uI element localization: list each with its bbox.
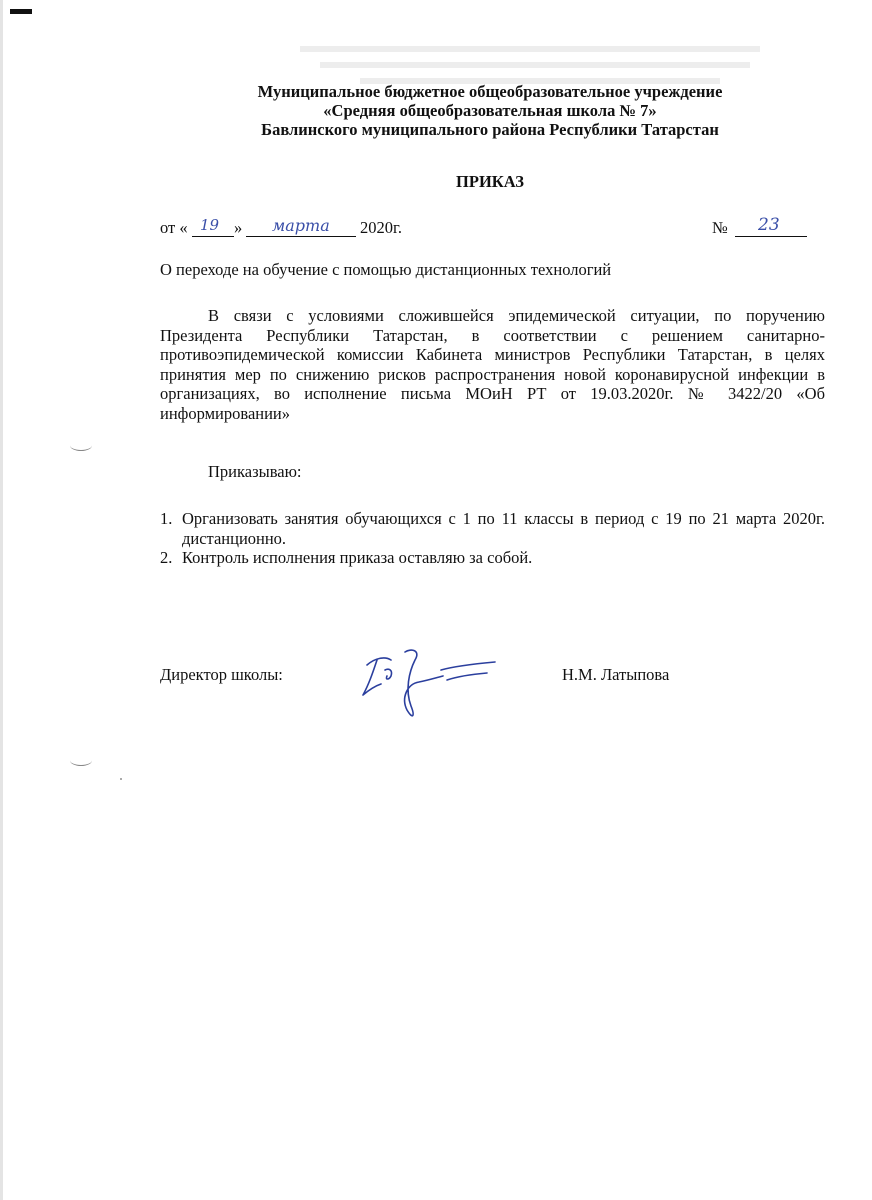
- number-label: №: [712, 218, 728, 237]
- handwritten-signature: [355, 640, 505, 725]
- order-keyword: Приказываю:: [208, 462, 302, 481]
- date-prefix: от «: [160, 218, 188, 237]
- organization-header: [150, 82, 830, 139]
- scan-speck: [120, 778, 122, 780]
- date-year: 2020г.: [360, 218, 403, 237]
- header-line-3: Бавлинского муниципального района Республики Татарстан: [261, 120, 719, 139]
- document-title: ПРИКАЗ: [456, 172, 524, 191]
- subject-line: О переходе на обучение с помощью дистанционных технологий: [160, 260, 612, 279]
- director-name: Н.М. Латыпова: [562, 665, 670, 684]
- date-day: 19: [200, 216, 220, 234]
- order-item: [160, 548, 825, 568]
- date-separator: »: [234, 218, 243, 237]
- scan-edge: [0, 0, 3, 1200]
- director-label: Директор школы:: [160, 665, 283, 684]
- preamble-paragraph: В связи с условиями сложившейся эпидемической ситуации, по поручению Президента Республики Татарстан, в соответствии с решением санитарно-противоэпидемической комиссии Кабинета министров Республики Татарстан, в целях принятия мер по снижению рисков распространения новой коронавирусной инфекции в организациях, во исполнение письма МОиН РТ от 19.03.2020г. № 3422/20 «Об информировании»: [160, 306, 825, 423]
- order-list: [160, 509, 825, 568]
- order-item: [160, 509, 825, 548]
- order-item-text: Контроль исполнения приказа оставляю за собой.: [182, 548, 533, 567]
- punch-hole-mark: [70, 755, 92, 766]
- header-line-1: Муниципальное бюджетное общеобразовательное учреждение: [257, 82, 723, 101]
- date-month: марта: [272, 216, 330, 235]
- date-number-line: [160, 215, 810, 242]
- order-item-number: 2.: [160, 548, 173, 567]
- punch-hole-mark: [70, 440, 92, 451]
- order-item-text: Организовать занятия обучающихся с 1 по 11 классы в период с 19 по 21 марта 2020г. дистанционно.: [182, 509, 825, 548]
- header-line-2: «Средняя общеобразовательная школа № 7»: [323, 101, 657, 120]
- order-item-number: 1.: [160, 509, 173, 528]
- document-number: 23: [758, 215, 780, 235]
- scan-mark: [10, 9, 32, 14]
